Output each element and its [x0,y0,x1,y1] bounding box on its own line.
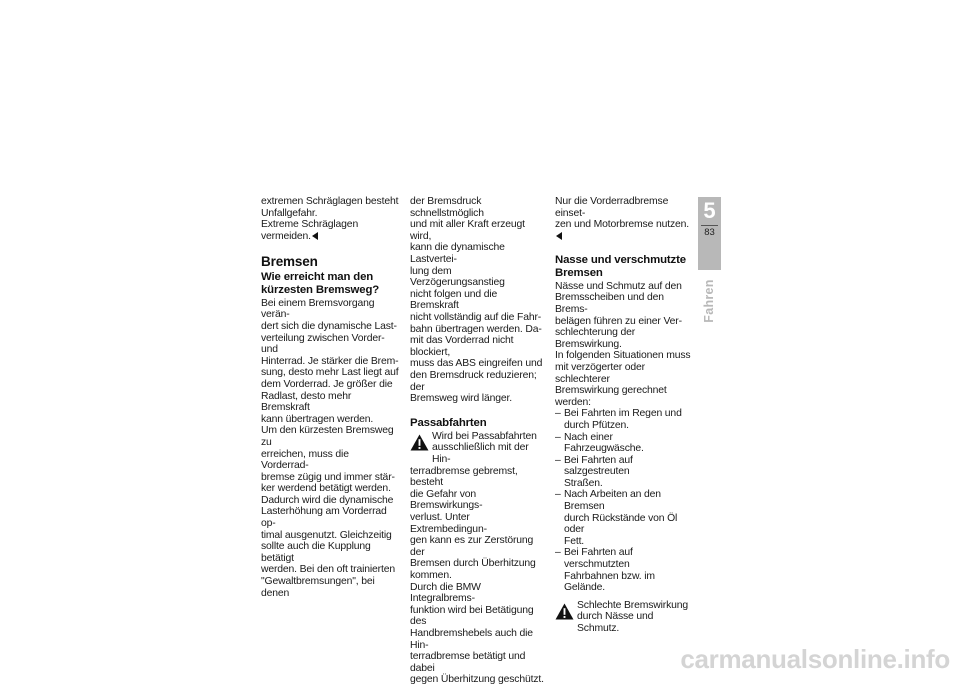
text-line: kann übertragen werden. [261,413,374,425]
list-item [555,432,693,455]
section-heading-bremsen: Bremsen [261,254,318,270]
text-line: durch Nässe und Schmutz. [577,611,654,634]
list-item-line: – Bei Fahrten auf verschmutzten [564,547,633,571]
warning-triangle-icon [555,603,574,620]
situation-list [555,408,693,594]
text-line: Wird bei Passabfahrten [432,430,537,442]
chapter-side-label [698,276,721,326]
text-line: sollte auch die Kupplung betätigt [261,541,371,564]
text-line: schlechterung der Bremswirkung. [555,327,636,350]
column-2 [410,196,548,686]
text-span: zen und Motorbremse nutzen. [555,219,689,231]
text-line: die Gefahr von Bremswirkungs- [410,488,483,512]
text-line: der Bremsdruck schnellstmöglich [410,196,484,219]
text-line: belägen führen zu einer Ver- [555,315,682,327]
text-line: mit verzögerter oder schlechterer [555,361,645,385]
warning-triangle-icon [410,434,429,451]
text-line: mit das Vorderrad nicht blockiert, [410,335,514,358]
text-line: Bremsweg wird länger. [410,393,512,405]
text-line: dem Vorderrad. Je größer die [261,378,393,390]
text-line [555,219,693,242]
text-line: muss das ABS eingreifen und [410,358,543,370]
text-line: Extreme Schräglagen [261,219,359,231]
list-item-line: – Bei Fahrten auf salzgestreuten [564,454,633,478]
text-line: ausschließlich mit der Hin- [432,442,529,466]
end-mark-icon [312,232,318,240]
text-line: Dadurch wird die dynamische [261,494,394,506]
text-line: Um den kürzesten Bremsweg zu [261,425,394,448]
list-item [555,489,693,547]
list-item-line: Fett. [564,535,585,547]
text-line: kann die dynamische Lastvertei- [410,242,505,265]
list-item [555,455,693,490]
text-line: Nur die Vorderradbremse einset- [555,196,669,219]
text-line: Durch die BMW Integralbrems- [410,581,481,605]
text-line: funktion wird bei Betätigung des [410,604,534,628]
text-line: Unfallgefahr. [261,207,318,219]
text-line: Handbremshebels auch die Hin- [410,627,533,651]
text-line: ker werdend betätigt werden. [261,483,391,495]
text-line: Bremswirkung gerechnet werden: [555,385,667,408]
text-line: verlust. Unter Extrembedingun- [410,512,487,535]
list-item-line: – Nach Arbeiten an den Bremsen [564,489,661,513]
text-line: bahn übertragen werden. Da- [410,323,542,335]
text-line: Radlast, desto mehr Bremskraft [261,390,352,414]
subheading-bremsweg: Wie erreicht man den kürzesten Bremsweg? [261,271,380,296]
list-item-line: Straßen. [564,477,603,489]
text-line [261,231,399,243]
text-line: Bremsscheiben und den Brems- [555,292,664,315]
text-line: lung dem Verzögerungsanstieg [410,265,505,289]
section-heading-passabfahrten: Passabfahrten [410,416,487,429]
text-line: Bremsen durch Überhitzung [410,558,536,570]
text-line: Lasterhöhung am Vorderrad op- [261,506,387,530]
text-line: dert sich die dynamische Last- [261,320,397,332]
text-line: extremen Schräglagen besteht [261,196,399,207]
list-item-line: durch Rückstände von Öl oder [564,512,678,536]
text-line: nicht vollständig auf die Fahr- [410,311,542,323]
text-line: erreichen, muss die Vorderrad- [261,448,349,472]
text-line: Schlechte Bremswirkung [577,599,689,611]
warning-nasse-bremsen [555,600,693,635]
text-line: terradbremse gebremst, besteht [410,465,518,489]
text-line: bremse zügig und immer stär- [261,471,395,483]
text-line: timal ausgenutzt. Gleichzeitig [261,529,392,541]
column-1 [261,196,399,599]
text-line: "Gewaltbremsungen", bei denen [261,576,375,599]
chapter-tab [698,197,721,270]
chapter-number: 5 [703,198,716,223]
chapter-title: Fahren [702,279,716,323]
page-number: 83 [704,227,715,238]
text-line: kommen. [410,570,452,582]
text-line: gegen Überhitzung geschützt. [410,674,544,686]
column-3 [555,196,693,635]
text-line: den Bremsdruck reduzieren; der [410,369,537,393]
list-item-line: – Nach einer Fahrzeugwäsche. [564,431,644,455]
text-line: und mit aller Kraft erzeugt wird, [410,219,525,242]
text-span: vermeiden. [261,230,311,242]
list-item [555,408,693,431]
text-line: nicht folgen und die Bremskraft [410,288,498,312]
text-line: Bei einem Bremsvorgang verän- [261,297,375,321]
warning-passabfahrten [410,431,548,686]
text-line: sung, desto mehr Last liegt auf [261,367,399,379]
text-line: verteilung zwischen Vorder- und [261,332,385,356]
end-mark-icon [556,232,562,240]
list-item [555,547,693,593]
list-item-line: – Bei Fahrten im Regen und [564,408,682,420]
text-line: terradbremse betätigt und dabei [410,651,526,674]
watermark: carmanualsonline.info [680,644,950,674]
text-line: werden. Bei den oft trainierten [261,564,395,576]
text-line: Hinterrad. Je stärker die Brem- [261,355,399,367]
text-line: gen kann es zur Zerstörung der [410,535,534,558]
text-line: Nässe und Schmutz auf den [555,280,682,292]
text-line: In folgenden Situationen muss [555,350,691,362]
list-item-line: Fahrbahnen bzw. im Gelände. [564,570,655,594]
list-item-line: durch Pfützen. [564,419,629,431]
tab-divider [701,225,718,226]
section-heading-nasse-bremsen: Nasse und verschmutzte Bremsen [555,254,686,279]
